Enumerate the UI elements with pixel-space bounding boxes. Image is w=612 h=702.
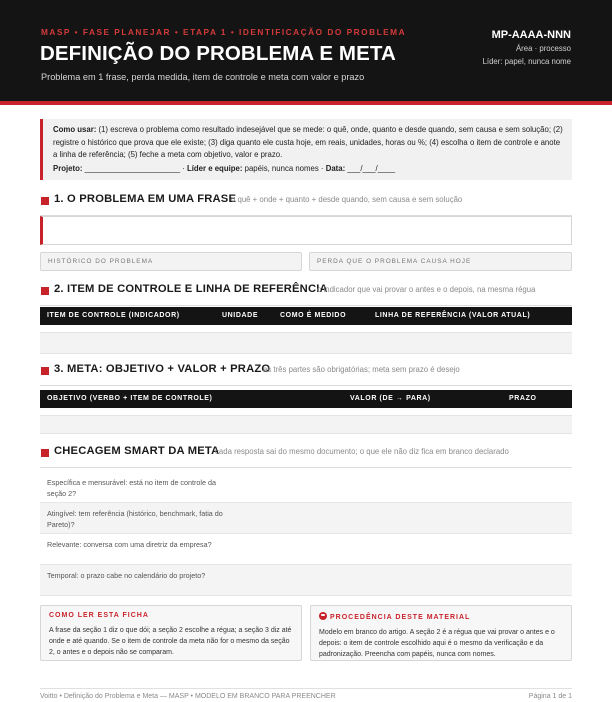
area-label: Área · processo: [515, 44, 571, 53]
column-header: COMO É MEDIDO: [280, 312, 347, 319]
table-row[interactable]: [40, 325, 572, 333]
smart-item[interactable]: [40, 503, 572, 534]
team-field[interactable]: papéis, nunca nomes: [244, 163, 319, 173]
smart-question: Temporal: o prazo cabe no calendário do projeto?: [47, 571, 206, 580]
section-3-title: 3. META: OBJETIVO + VALOR + PRAZO: [54, 363, 271, 375]
instructions-box: [40, 119, 572, 180]
control-item-table-header: [40, 307, 572, 325]
section-1-title: 1. O PROBLEMA EM UMA FRASE: [54, 193, 237, 205]
team-label: Líder e equipe:: [186, 163, 243, 173]
project-field[interactable]: ______________________: [84, 163, 181, 173]
smart-check-header: [40, 446, 572, 468]
table-row[interactable]: [40, 408, 572, 416]
project-label: Projeto:: [53, 163, 83, 173]
page-title: DEFINIÇÃO DO PROBLEMA E META: [40, 42, 396, 65]
date-label: Data:: [325, 163, 346, 173]
how-to-read-title: COMO LER ESTA FICHA: [49, 612, 149, 619]
how-to-read-body: A frase da seção 1 diz o que dói; a seção 2 escolhe a régua; a seção 3 diz até onde e até quando. Se o item de controle da meta não for o mesmo da seção 2, o antes e o depois não se comparam.: [49, 627, 292, 656]
smart-item[interactable]: [40, 565, 572, 596]
smart-hint: cada resposta sai do mesmo documento; o que ele não diz fica em branco declarado: [215, 447, 509, 456]
instructions-text: [53, 124, 563, 162]
column-header: LINHA DE REFERÊNCIA (VALOR ATUAL): [375, 312, 531, 319]
goal-table-header: [40, 390, 572, 408]
source-card-heading: [319, 612, 563, 621]
source-body: Modelo em branco do artigo. A seção 2 é a régua que vai provar o antes e o depois: o item de controle escolhido aqui é o mesmo da verificação e da padronização. Preencha com papéis, nunca com nomes.: [319, 629, 555, 658]
page-subtitle: Problema em 1 frase, perda medida, item de controle e meta com valor e prazo: [41, 72, 365, 82]
table-row[interactable]: [40, 333, 572, 354]
smart-title: CHECAGEM SMART DA META: [54, 445, 220, 457]
table-row[interactable]: [40, 416, 572, 434]
instructions-label: Como usar:: [53, 125, 97, 134]
leader-label: Líder: papel, nunca nome: [482, 57, 571, 66]
page-number: Página 1 de 1: [528, 693, 572, 700]
history-field[interactable]: HISTÓRICO DO PROBLEMA: [40, 252, 302, 271]
smart-item[interactable]: [40, 472, 572, 503]
section-2-hint: o indicador que vai provar o antes e o depois, na mesma régua: [317, 285, 536, 294]
smart-question: Específica e mensurável: está no item de controle da seção 2?: [47, 478, 216, 498]
source-title: PROCEDÊNCIA DESTE MATERIAL: [330, 614, 471, 621]
source-card: [310, 605, 572, 661]
section-2-header: [40, 284, 572, 306]
problem-statement-field[interactable]: [40, 216, 572, 245]
section-1-hint: o quê + onde + quanto + desde quando, sem causa e sem solução: [231, 195, 463, 204]
smart-question: Relevante: conversa com uma diretriz da empresa?: [47, 540, 212, 549]
header-accent-bar: [0, 101, 612, 105]
document-code: MP-AAAA-NNN: [491, 29, 571, 41]
section-marker: [41, 287, 49, 295]
how-to-read-card: [40, 605, 302, 661]
column-header: ITEM DE CONTROLE (INDICADOR): [47, 312, 180, 319]
section-3-header: [40, 364, 572, 386]
column-header: OBJETIVO (VERBO + ITEM DE CONTROLE): [47, 395, 213, 402]
column-header: PRAZO: [509, 395, 537, 402]
column-header: UNIDADE: [222, 312, 259, 319]
section-marker: [41, 367, 49, 375]
footer-divider: [40, 688, 572, 689]
source-icon: [319, 612, 327, 620]
footer-text: Voitto • Definição do Problema e Meta — MASP • MODELO EM BRANCO PARA PREENCHER: [40, 693, 336, 700]
page-header: [0, 0, 612, 101]
project-line: Projeto: ______________________ · Líder e equipe: papéis, nunca nomes · Data: ___/___/____: [53, 163, 396, 173]
section-marker: [41, 449, 49, 457]
section-1-header: [40, 194, 572, 216]
column-header: VALOR (DE → PARA): [350, 395, 431, 402]
section-3-hint: as três partes são obrigatórias; meta sem prazo é desejo: [263, 365, 460, 374]
instructions-body: (1) escreva o problema como resultado indesejável que se mede: o quê, onde, quanto e desde quando, sem causa e sem solução; (2) registre o histórico que prova que ele existe; (3) diga quanto ele custa hoje, em reais, unidades, horas ou %; (4) escolha o item de controle e anote a linha de referência; (5) feche a meta com objetivo, valor e prazo.: [53, 125, 563, 159]
smart-item[interactable]: [40, 534, 572, 565]
smart-question: Atingível: tem referência (histórico, benchmark, fatia do Pareto)?: [47, 509, 223, 529]
loss-field[interactable]: PERDA QUE O PROBLEMA CAUSA HOJE: [309, 252, 572, 271]
header-kicker: MASP • FASE PLANEJAR • ETAPA 1 • IDENTIFICAÇÃO DO PROBLEMA: [41, 27, 407, 37]
section-marker: [41, 197, 49, 205]
section-2-title: 2. ITEM DE CONTROLE E LINHA DE REFERÊNCIA: [54, 283, 328, 295]
date-field[interactable]: ___/___/____: [347, 163, 396, 173]
